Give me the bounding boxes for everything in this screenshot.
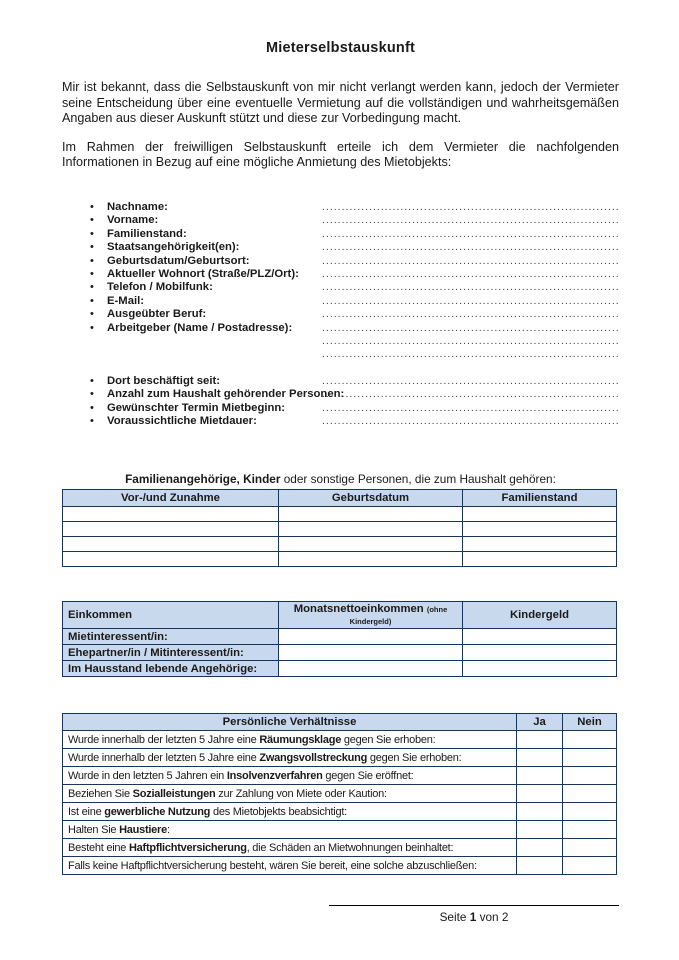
income-header-netto-note: (ohne Kindergeld) [349, 605, 448, 627]
household-header-name: Vor-/und Zunahme [63, 490, 279, 507]
field-label: Gewünschter Termin Mietbeginn: [107, 401, 286, 414]
footer-text-pre: Seite [439, 910, 470, 924]
intro-paragraph-1: Mir ist bekannt, dass die Selbstauskunft von mir nicht verlangt werden kann, jedoch der Vermieter seine Entscheidung über eine eventuelle Vermietung auf die vollständigen und wahrheitsgemäßen Angaben aus dieser Auskunft stützt und diese zur Vorbedingung macht. [62, 80, 619, 126]
field-label: E-Mail: [107, 294, 145, 307]
household-cell[interactable] [63, 552, 279, 567]
income-cell[interactable] [279, 661, 463, 677]
household-cell[interactable] [279, 522, 463, 537]
bullet-icon [90, 375, 107, 388]
field-row-beruf [62, 308, 619, 321]
household-header-geburtsdatum: Geburtsdatum [279, 490, 463, 507]
income-cell[interactable] [279, 629, 463, 645]
question-pre: Wurde innerhalb der letzten 5 Jahre eine [68, 733, 260, 746]
answer-cell-ja[interactable] [517, 839, 563, 857]
bullet-icon [90, 415, 107, 428]
field-row-anzahl-personen [62, 388, 619, 401]
income-cell[interactable] [463, 661, 617, 677]
bullet-icon [90, 322, 107, 335]
field-label: Ausgeübter Beruf: [107, 308, 207, 321]
field-input-line[interactable] [322, 402, 619, 415]
household-cell[interactable] [63, 522, 279, 537]
household-row [63, 552, 617, 567]
bullet-icon [90, 214, 107, 227]
household-cell[interactable] [463, 537, 617, 552]
answer-cell-nein[interactable] [563, 821, 617, 839]
personal-header-title: Persönliche Verhältnisse [63, 714, 517, 731]
income-row-label: Im Hausstand lebende Angehörige: [63, 661, 279, 677]
answer-cell-nein[interactable] [563, 839, 617, 857]
question-post: gegen Sie eröffnet: [322, 769, 414, 782]
answer-cell-ja[interactable] [517, 767, 563, 785]
income-header-einkommen: Einkommen [63, 602, 279, 629]
bullet-icon [90, 241, 107, 254]
answer-cell-nein[interactable] [563, 749, 617, 767]
household-cell[interactable] [463, 507, 617, 522]
question-text [63, 749, 517, 767]
income-header-kindergeld: Kindergeld [463, 602, 617, 629]
field-input-line[interactable] [322, 308, 619, 321]
field-input-line[interactable] [322, 375, 619, 388]
question-bold: Haustiere [119, 823, 167, 836]
household-row [63, 522, 617, 537]
income-header-netto-main: Monatsnettoeinkommen [293, 603, 424, 616]
field-input-line[interactable] [322, 335, 619, 348]
question-pre: Wurde in den letzten 5 Jahren ein [68, 769, 227, 782]
field-row-email [62, 295, 619, 308]
household-header-row [63, 490, 617, 507]
personal-circumstances-table [62, 713, 617, 875]
question-bold: Zwangsvollstreckung [259, 751, 368, 764]
household-cell[interactable] [463, 552, 617, 567]
household-cell[interactable] [279, 552, 463, 567]
bullet-icon [90, 295, 107, 308]
personal-header-nein: Nein [563, 714, 617, 731]
income-row-label: Ehepartner/in / Mitinteressent/in: [63, 645, 279, 661]
field-row-staatsangehoerigkeit [62, 241, 619, 254]
household-cell[interactable] [279, 537, 463, 552]
footer-text-post: von 2 [476, 910, 509, 924]
personal-header-row [63, 714, 617, 731]
field-label: Aktueller Wohnort (Straße/PLZ/Ort): [107, 268, 299, 280]
question-post: : [166, 823, 170, 836]
answer-cell-ja[interactable] [517, 821, 563, 839]
income-row [63, 645, 617, 661]
page-footer [329, 905, 619, 924]
field-label: Anzahl zum Haushalt gehörender Personen: [107, 388, 345, 401]
income-row-label: Mietinteressent/in: [63, 629, 279, 645]
personal-row [63, 821, 617, 839]
income-table [62, 601, 617, 677]
answer-cell-nein[interactable] [563, 785, 617, 803]
question-post: des Mietobjekts beabsichtigt: [210, 805, 347, 818]
field-input-line[interactable] [322, 295, 619, 308]
question-post: gegen Sie erhoben: [341, 733, 436, 746]
question-bold: Sozialleistungen [132, 787, 216, 800]
field-label: Telefon / Mobilfunk: [107, 281, 213, 294]
field-input-line[interactable] [322, 388, 619, 401]
question-post: gegen Sie erhoben: [367, 751, 462, 764]
bullet-icon [90, 281, 107, 294]
question-text [63, 785, 517, 803]
personal-row [63, 785, 617, 803]
bullet-icon [90, 308, 107, 321]
income-cell[interactable] [463, 645, 617, 661]
household-row [63, 537, 617, 552]
question-post: zur Zahlung von Miete oder Kaution: [215, 787, 387, 800]
field-label: Geburtsdatum/Geburtsort: [107, 254, 250, 267]
field-row-arbeitgeber-cont-1 [62, 335, 619, 348]
answer-cell-nein[interactable] [563, 803, 617, 821]
field-row-nachname [62, 201, 619, 214]
bullet-icon [90, 268, 107, 281]
field-row-mietbeginn [62, 402, 619, 415]
household-cell[interactable] [63, 537, 279, 552]
household-table-caption [62, 472, 619, 486]
question-pre: Wurde innerhalb der letzten 5 Jahre eine [68, 751, 260, 764]
household-row [63, 507, 617, 522]
answer-cell-nein[interactable] [563, 731, 617, 749]
field-label: Dort beschäftigt seit: [107, 374, 220, 387]
field-input-line[interactable] [322, 415, 619, 428]
household-caption-bold: Familienangehörige, Kinder [125, 472, 281, 487]
field-row-beschaeftigt-seit [62, 375, 619, 388]
field-row-wohnort [62, 268, 619, 281]
personal-row [63, 857, 617, 875]
field-row-arbeitgeber [62, 322, 619, 335]
bullet-icon [90, 201, 107, 214]
field-input-line[interactable] [322, 268, 619, 281]
income-row [63, 629, 617, 645]
question-bold: Insolvenzverfahren [226, 769, 323, 782]
household-table [62, 489, 617, 567]
field-row-telefon [62, 281, 619, 294]
answer-cell-ja[interactable] [517, 785, 563, 803]
income-header-netto [279, 602, 463, 629]
income-cell[interactable] [463, 629, 617, 645]
question-text [63, 731, 517, 749]
answer-cell-nein[interactable] [563, 767, 617, 785]
field-input-line[interactable] [322, 281, 619, 294]
question-post: , die Schäden an Mietwohnungen beinhaltet: [246, 841, 454, 854]
field-row-vorname [62, 214, 619, 227]
question-text [63, 767, 517, 785]
question-pre: Halten Sie [68, 823, 120, 836]
field-row-mietdauer [62, 415, 619, 428]
field-input-line[interactable] [322, 214, 619, 227]
question-pre: Falls keine Haftpflichtversicherung besteht, wären Sie bereit, eine solche abzuschließen: [68, 859, 477, 872]
question-pre: Ist eine [68, 805, 105, 818]
household-cell[interactable] [279, 507, 463, 522]
field-input-line[interactable] [322, 348, 619, 361]
question-text [63, 803, 517, 821]
footer-page-number: 1 [469, 910, 477, 924]
page-title: Mieterselbstauskunft [265, 40, 416, 56]
household-header-familienstand: Familienstand [463, 490, 617, 507]
income-cell[interactable] [279, 645, 463, 661]
question-text [63, 839, 517, 857]
answer-cell-ja[interactable] [517, 803, 563, 821]
income-row [63, 661, 617, 677]
question-bold: gewerbliche Nutzung [104, 805, 211, 818]
question-pre: Besteht eine [68, 841, 129, 854]
field-label: Familienstand: [107, 227, 187, 240]
field-label: Arbeitgeber (Name / Postadresse): [107, 321, 293, 334]
personal-header-ja: Ja [517, 714, 563, 731]
field-input-line[interactable] [322, 201, 619, 214]
answer-cell-ja[interactable] [517, 857, 563, 875]
question-pre: Beziehen Sie [68, 787, 133, 800]
field-label: Nachname: [107, 200, 168, 213]
question-bold: Räumungsklage [259, 733, 342, 746]
answer-cell-nein[interactable] [563, 857, 617, 875]
field-list [62, 201, 619, 429]
answer-cell-ja[interactable] [517, 749, 563, 767]
answer-cell-ja[interactable] [517, 731, 563, 749]
question-bold: Haftpflichtversicherung [128, 841, 247, 854]
personal-row [63, 731, 617, 749]
personal-row [63, 749, 617, 767]
field-label: Vorname: [107, 214, 159, 227]
bullet-icon [90, 402, 107, 415]
field-row-arbeitgeber-cont-2 [62, 348, 619, 361]
household-caption-rest: oder sonstige Personen, die zum Haushalt gehören: [280, 472, 556, 487]
field-row-geburtsdatum [62, 255, 619, 268]
field-input-line[interactable] [322, 241, 619, 254]
field-label: Voraussichtliche Mietdauer: [107, 415, 257, 428]
personal-row [63, 803, 617, 821]
income-header-row [63, 602, 617, 629]
household-cell[interactable] [63, 507, 279, 522]
personal-row [63, 767, 617, 785]
question-text [63, 821, 517, 839]
field-input-line[interactable] [322, 228, 619, 241]
field-input-line[interactable] [322, 255, 619, 268]
field-row-familienstand [62, 228, 619, 241]
field-input-line[interactable] [322, 322, 619, 335]
bullet-icon [90, 228, 107, 241]
bullet-icon [90, 255, 107, 268]
bullet-icon [90, 388, 107, 401]
field-label: Staatsangehörigkeit(en): [107, 241, 240, 254]
household-cell[interactable] [463, 522, 617, 537]
question-text [63, 857, 517, 875]
personal-row [63, 839, 617, 857]
intro-paragraph-2: Im Rahmen der freiwilligen Selbstauskunft erteile ich dem Vermieter die nachfolgenden Informationen in Bezug auf eine mögliche Anmietung des Mietobjekts: [62, 139, 619, 170]
